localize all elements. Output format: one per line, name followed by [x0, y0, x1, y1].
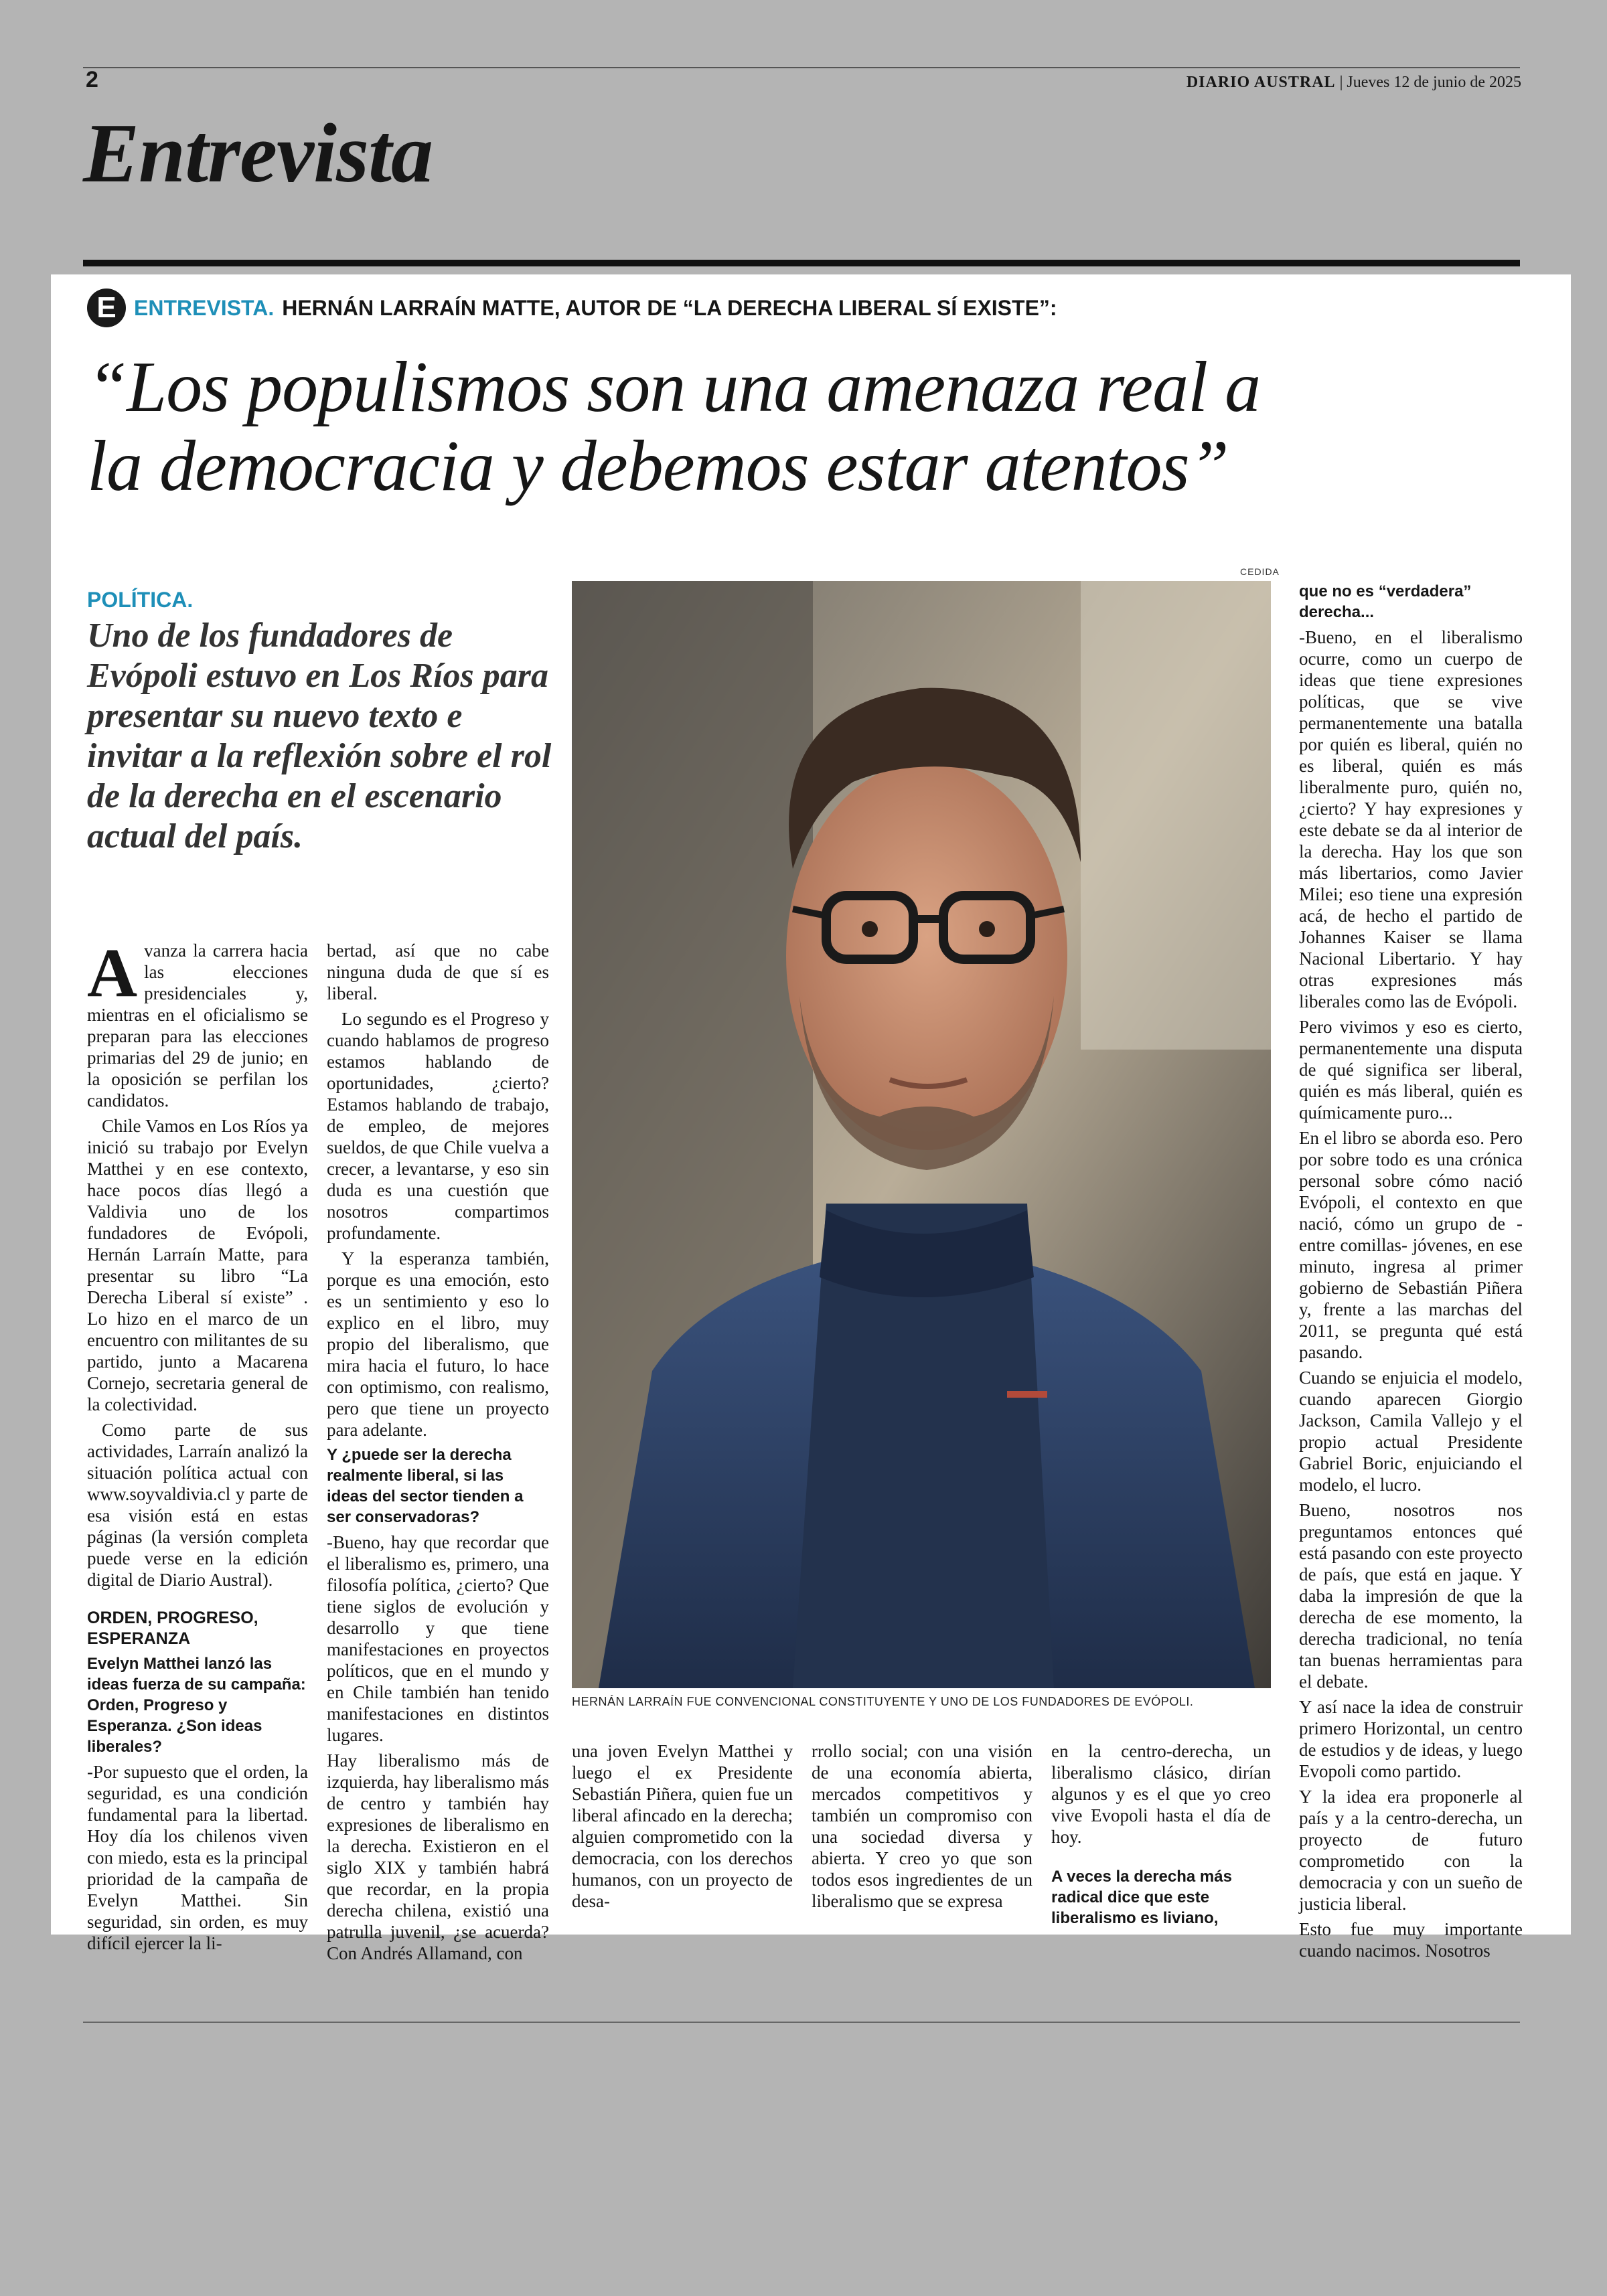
- column-4: [812, 1740, 1032, 1916]
- interview-answer: -Bueno, hay que recordar que el liberalismo es, primero, una filosofía política, ¿cierto? Que tiene siglos de evolución y desarrollo y que tiene manifestaciones en proyectos políticos, que en el mundo y en Chile también han tenido manifestaciones en distintos lugares.: [327, 1532, 549, 1745]
- column-5: [1051, 1740, 1271, 1933]
- headline: [87, 348, 1507, 506]
- column-3: [572, 1740, 793, 1916]
- interview-answer: -Por supuesto que el orden, la seguridad, es una condición fundamental para la libertad. Hoy día los chilenos viven con miedo, esta es la principal prioridad de la campaña de Evelyn Matthei. Sin seguridad, sin orden, es muy difícil ejercer la li-: [87, 1762, 308, 1953]
- paragraph: Hay liberalismo más de izquierda, hay liberalismo más de centro y también hay expresiones de liberalismo en la derecha. Existieron en el siglo XIX y también habrá que recordar, en la propia derecha chilena, existió una patrulla juvenil, ¿se acuerda? Con Andrés Allamand, con: [327, 1750, 549, 1963]
- drop-cap: A: [87, 934, 138, 1011]
- interview-question: A veces la derecha más radical dice que este liberalismo es liviano,: [1051, 1868, 1232, 1927]
- kicker: [87, 288, 1057, 328]
- paragraph: Lo segundo es el Progreso y cuando hablamos de progreso estamos hablando de oportunidades, ¿cierto? Estamos hablando de trabajo, de empleo, de mejores sueldos, de que Chile vuelva a crecer, a levantarse, y eso sin duda es una cuestión que nosotros compartimos profundamente.: [327, 1009, 549, 1243]
- paragraph: Esto fue muy importante cuando nacimos. Nosotros: [1299, 1919, 1523, 1961]
- section-title: Entrevista: [83, 107, 433, 200]
- headline-line-2: la democracia y debemos estar atentos”: [87, 426, 1229, 506]
- paragraph: Como parte de sus actividades, Larraín analizó la situación política actual con www.soyvaldivia.cl y parte de esa visión está en estas páginas (la versión completa puede verse en la edición digital de Diario Austral).: [87, 1420, 308, 1590]
- interview-answer: -Bueno, en el liberalismo ocurre, como un cuerpo de ideas que tiene expresiones políticas, que se vive permanentemente una batalla por quién es liberal, quién no es liberal, quién es más liberalmente puro, quién no, ¿cierto? Y hay expresiones y este debate se da al interior de la derecha. Hay los que son más libertarios, como Javier Milei; eso tiene una expresión acá, de hecho el partido de Johannes Kaiser se llama Nacional Libertario. Y hay otras expresiones más liberales como las de Evópoli.: [1299, 627, 1523, 1011]
- masthead-separator: |: [1339, 74, 1347, 91]
- interview-question: que no es “verdadera” derecha...: [1299, 582, 1472, 621]
- entrevista-badge-icon: E: [87, 289, 126, 327]
- article-dek: Uno de los fundadores de Evópoli estuvo en Los Ríos para presentar su nuevo texto e invitar a la reflexión sobre el rol de la derecha en el escenario actual del país.: [87, 617, 552, 855]
- column-2: [327, 940, 549, 1968]
- footer-rule: [83, 2022, 1520, 2023]
- paragraph: Chile Vamos en Los Ríos ya inició su trabajo por Evelyn Matthei y en ese contexto, hace pocos días llegó a Valdivia uno de los fundadores de Evópoli, Hernán Larraín Matte, para presentar su libro “La Derecha Liberal sí existe” . Lo hizo en el marco de un encuentro con militantes de su partido, junto a Macarena Cornejo, secretaria general de la colectividad.: [87, 1116, 308, 1414]
- masthead: [1187, 74, 1521, 92]
- kicker-label: ENTREVISTA.: [134, 295, 275, 320]
- paragraph: Bueno, nosotros nos preguntamos entonces qué está pasando con este proyecto de país, que está en jaque. Y daba la impresión de que la derecha de ese momento, la derecha tradicional, no tenía tan buenas herramientas para el debate.: [1299, 1500, 1523, 1692]
- newspaper-name: DIARIO AUSTRAL: [1186, 74, 1336, 91]
- paragraph: bertad, así que no cabe ninguna duda de que sí es liberal.: [327, 940, 549, 1003]
- photo-credit: CEDIDA: [1240, 566, 1280, 577]
- paragraph: En el libro se aborda eso. Pero por sobre todo es una crónica personal sobre cómo nació Evópoli, el contexto en que nació, cómo un grupo de -entre comillas- jóvenes, en ese minuto, ingresa al primer gobierno de Sebastián Piñera y, frente a las marchas del 2011, se pregunta qué está pasando.: [1299, 1128, 1523, 1362]
- paragraph: Y la idea era proponerle al país y a la centro-derecha, un proyecto de futuro comprometido con la democracia y con un sueño de justicia liberal.: [1299, 1787, 1523, 1914]
- paragraph: en la centro-derecha, un liberalismo clásico, dirían algunos y es el que yo creo vive Evopoli hasta el día de hoy.: [1051, 1741, 1271, 1847]
- kicker-text: HERNÁN LARRAÍN MATTE, AUTOR DE “LA DERECHA LIBERAL SÍ EXISTE”:: [282, 295, 1057, 320]
- section-rule: [83, 260, 1520, 266]
- paragraph: Y así nace la idea de construir primero Horizontal, un centro de estudios y de ideas, y luego Evopoli como partido.: [1299, 1697, 1523, 1781]
- paragraph: una joven Evelyn Matthei y luego el ex Presidente Sebastián Piñera, quien fue un liberal afincado en la derecha; alguien comprometido con la democracia, con los derechos humanos, con un proyecto de desa-: [572, 1741, 793, 1911]
- paragraph: rrollo social; con una visión de una economía abierta, mercados competitivos y también un compromiso con una sociedad diversa y abierta. Y creo yo que son todos esos ingredientes de un liberalismo que se expresa: [812, 1741, 1032, 1911]
- photo-caption: HERNÁN LARRAÍN FUE CONVENCIONAL CONSTITUYENTE Y UNO DE LOS FUNDADORES DE EVÓPOLI.: [572, 1695, 1194, 1708]
- paragraph: Y la esperanza también, porque es una emoción, esto es un sentimiento y eso lo explico en el libro, muy propio del liberalismo, que mira hacia el futuro, lo hace con optimismo, con realismo, pero que tiene un proyecto para adelante.: [327, 1248, 549, 1440]
- paragraph: Pero vivimos y eso es cierto, permanentemente una disputa de qué significa ser liberal, quién es más liberal, quién es químicamente puro...: [1299, 1017, 1523, 1123]
- section-tag: POLÍTICA.: [87, 588, 194, 612]
- header-rule: [83, 67, 1520, 68]
- headline-line-1: “Los populismos son una amenaza real a: [87, 347, 1261, 427]
- page-number: 2: [86, 67, 98, 92]
- portrait-photo: [572, 581, 1271, 1688]
- lead-text: vanza la carrera hacia las elecciones presidenciales y, mientras en el oficialismo se preparan para las elecciones primarias del 29 de junio; en la oposición se perfilan los candidatos.: [87, 940, 308, 1111]
- column-6: [1299, 581, 1523, 1965]
- interview-question: Evelyn Matthei lanzó las ideas fuerza de su campaña: Orden, Progreso y Esperanza. ¿Son ideas liberales?: [87, 1655, 306, 1756]
- paragraph: Cuando se enjuicia el modelo, cuando aparecen Giorgio Jackson, Camila Vallejo y el propio actual Presidente Gabriel Boric, enjuiciando el modelo, el lucro.: [1299, 1368, 1523, 1495]
- issue-date: Jueves 12 de junio de 2025: [1347, 74, 1521, 91]
- subhead: ORDEN, PROGRESO, ESPERANZA: [87, 1609, 258, 1648]
- portrait-illustration: [572, 581, 1271, 1688]
- lead-paragraph: [87, 934, 308, 1111]
- interview-question: Y ¿puede ser la derecha realmente liberal, si las ideas del sector tienden a ser conservadoras?: [327, 1446, 524, 1526]
- column-1: [87, 934, 308, 1958]
